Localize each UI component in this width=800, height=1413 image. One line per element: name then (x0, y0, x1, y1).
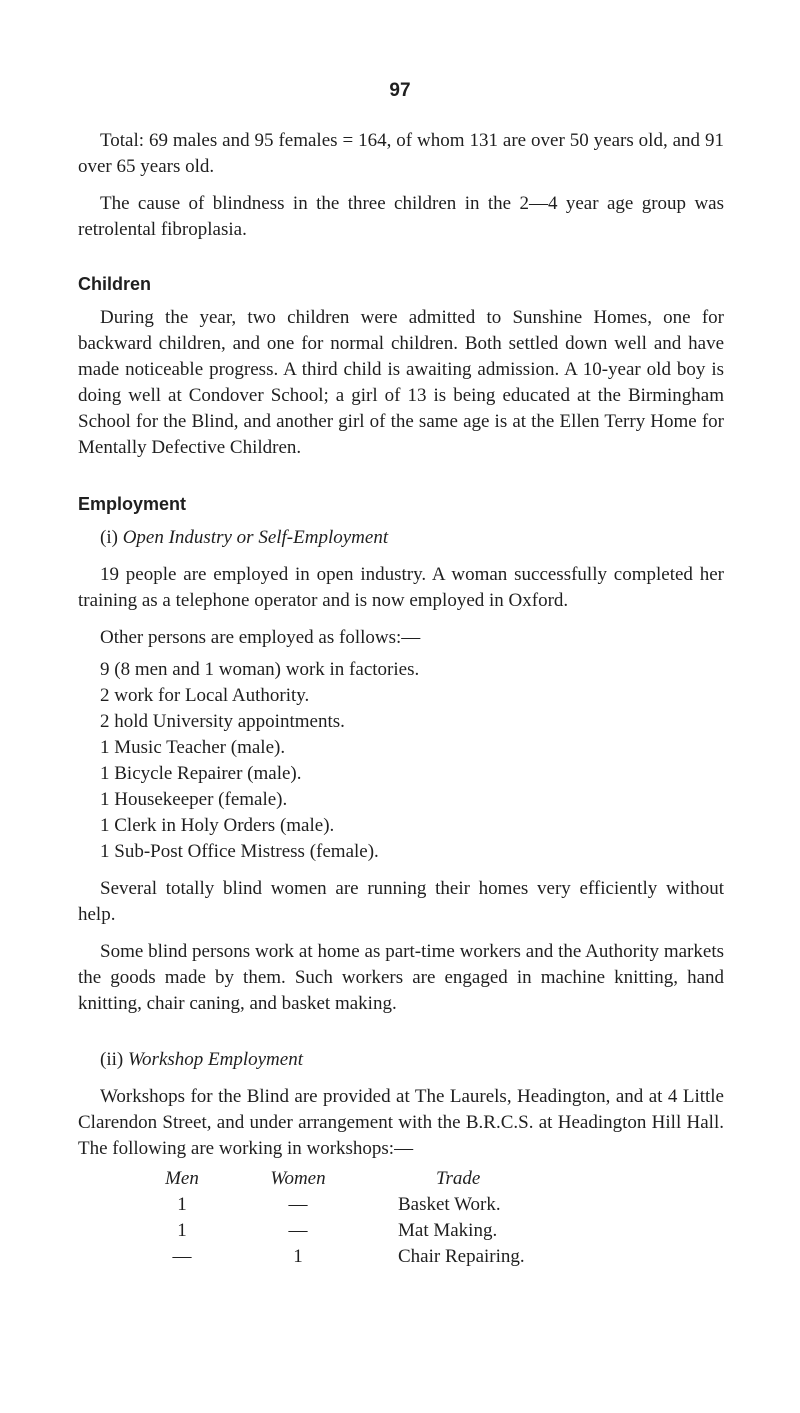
blind-women-paragraph: Several totally blind women are running their homes very efficiently without help. (78, 878, 724, 925)
children-paragraph: During the year, two children were admitted to Sunshine Homes, one for backward children, and one for normal children. Both settled down well and have made noticeable progress. A third child is awaiting admission. A 10-year old boy is doing well at Condover School; a girl of 13 is being educated at the Birmingham School for the Blind, and another girl of the same age is at the Ellen Terry Home for Mentally Defective Children. (78, 307, 724, 458)
cell-men: — (172, 1246, 192, 1267)
subheading-number: (i) (100, 527, 118, 548)
header-trade: Trade (436, 1168, 481, 1189)
list-item: 1 Music Teacher (male). (100, 737, 286, 758)
table-header-row (146, 1166, 525, 1192)
cell-men: 1 (177, 1194, 187, 1215)
cell-men: 1 (177, 1220, 187, 1241)
cause-paragraph: The cause of blindness in the three children in the 2—4 year age group was retrolental fibroplasia. (78, 193, 724, 240)
open-industry-subheading (100, 525, 724, 551)
list-item: 1 Clerk in Holy Orders (male). (100, 815, 335, 836)
workshop-paragraph: Workshops for the Blind are provided at The Laurels, Headington, and at 4 Little Clarendon Street, and under arrangement with the B.R.C.S. at Headington Hill Hall. The following are working in workshops:— (78, 1086, 724, 1159)
home-workers-paragraph: Some blind persons work at home as part-time workers and the Authority markets the goods made by them. Such workers are engaged in machine knitting, hand knitting, chair caning, and basket making. (78, 941, 724, 1014)
children-heading: Children (78, 274, 152, 294)
cell-trade: Mat Making. (398, 1220, 498, 1241)
cell-women: — (288, 1194, 308, 1215)
page-content (78, 128, 724, 1270)
subheading-number: (ii) (100, 1049, 124, 1070)
total-paragraph: Total: 69 males and 95 females = 164, of whom 131 are over 50 years old, and 91 over 65 years old. (78, 130, 724, 177)
other-persons-paragraph: Other persons are employed as follows:— (100, 627, 421, 648)
list-item: 9 (8 men and 1 woman) work in factories. (100, 659, 420, 680)
table-row (146, 1218, 525, 1244)
table-row (146, 1192, 525, 1218)
workshop-subheading (100, 1047, 724, 1073)
list-item: 1 Bicycle Repairer (male). (100, 763, 302, 784)
list-item: 1 Housekeeper (female). (100, 789, 288, 810)
header-men: Men (165, 1168, 199, 1189)
workshop-table (146, 1166, 525, 1270)
header-women: Women (270, 1168, 326, 1189)
list-item: 1 Sub-Post Office Mistress (female). (100, 841, 379, 862)
list-item: 2 hold University appointments. (100, 711, 345, 732)
table-row (146, 1244, 525, 1270)
cell-women: 1 (293, 1246, 303, 1267)
cell-women: — (288, 1220, 308, 1241)
open-industry-paragraph: 19 people are employed in open industry. A woman successfully completed her training as a telephone operator and is now employed in Oxford. (78, 564, 724, 611)
subheading-title: Open Industry or Self-Employment (122, 527, 389, 548)
list-item: 2 work for Local Authority. (100, 685, 310, 706)
page-number: 97 (389, 80, 411, 101)
subheading-title: Workshop Employment (127, 1049, 303, 1070)
employment-heading: Employment (78, 494, 187, 514)
employment-list (78, 657, 724, 865)
cell-trade: Basket Work. (398, 1194, 501, 1215)
cell-trade: Chair Repairing. (398, 1246, 525, 1267)
